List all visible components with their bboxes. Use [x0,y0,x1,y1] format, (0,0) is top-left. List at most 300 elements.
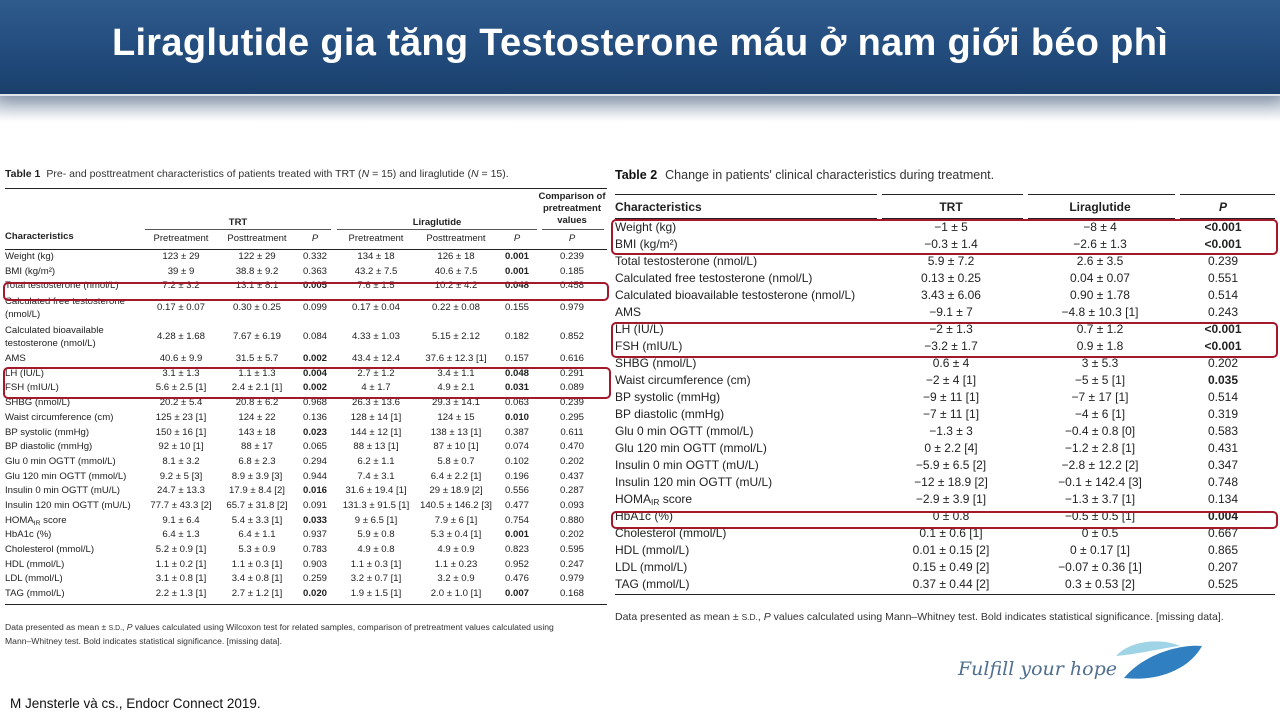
header-p: P [1218,200,1227,214]
table-1-footnote [5,621,575,647]
note-part: , [121,621,127,632]
row-label: HDL (mmol/L) [615,543,690,557]
row-label: SHBG (nmol/L) [5,397,71,409]
table-row [615,457,1275,474]
cell-trt-p: 0.002 [302,353,327,365]
cell-lir-post: 5.15 ± 2.12 [432,331,480,343]
cell-trt-pre: 9.2 ± 5 [3] [159,470,203,482]
table-row [5,470,607,485]
cell-lir-pre: 4.33 ± 1.03 [352,331,400,343]
table-row [615,270,1275,287]
cell-trt-post: 31.5 ± 5.7 [235,353,279,365]
cell-lir-post: 29 ± 18.9 [2] [429,485,483,497]
cell-lir-post: 3.2 ± 0.9 [437,573,475,585]
table-row [5,558,607,573]
table-1-body [5,250,607,602]
table-1-caption [5,168,607,188]
cell-trt-post: 20.8 ± 6.2 [235,397,279,409]
cell-comp-p: 0.185 [559,265,584,277]
cell-lir: 0 ± 0.17 [1] [1070,543,1130,557]
note-part: Data presented as mean ± [5,621,109,632]
cell-lir-p: 0.102 [504,455,529,467]
table-row [5,484,607,499]
caption-part: Pre- and posttreatment characteristics of patients treated with TRT ( [46,168,362,180]
table-row [5,572,607,587]
cell-trt: 5.9 ± 7.2 [927,254,975,268]
cell-trt-p: 0.033 [302,514,327,526]
highlight-weight-bmi [611,219,1278,255]
cell-p: 0.004 [1207,509,1239,523]
row-label: BMI (kg/m²) [5,265,56,277]
cell-lir-p: 0.031 [504,382,529,394]
row-label: Total testosterone (nmol/L) [5,280,119,292]
table-row [615,253,1275,270]
cell-lir: −4 ± 6 [1] [1074,407,1126,421]
highlight-lh-fsh [3,367,611,399]
cell-lir-p: 0.387 [504,426,529,438]
note-part: values calculated using Wilcoxon test for related samples, comparison of pretreatment values calculated using Mann–Whitney test. Bold indicates statistical significance. [missing data]. [5,621,554,646]
cell-lir: 0.04 ± 0.07 [1070,271,1130,285]
row-label: AMS [615,305,642,319]
cell-lir: 0.90 ± 1.78 [1070,288,1130,302]
cell-lir: −8 ± 4 [1083,220,1117,234]
cell-lir-pre: 4.9 ± 0.8 [357,544,395,555]
table-1-label: Table 1 [5,168,41,180]
header-trt-p: P [311,233,319,244]
cell-trt-p: 0.259 [302,573,327,585]
cell-trt-post: 8.9 ± 3.9 [3] [231,470,283,482]
row-label: FSH (mIU/L) [615,339,683,353]
table-1 [5,168,607,647]
cell-trt-post: 88 ± 17 [241,441,273,453]
cell-trt-post: 17.9 ± 8.4 [2] [229,485,285,497]
table-row [615,423,1275,440]
slide-title: Liraglutide gia tăng Testosterone máu ở nam giới béo phì [111,22,1169,64]
cell-lir-p: 0.155 [504,302,529,314]
cell-trt-post: 5.4 ± 3.3 [1] [231,514,283,526]
cell-lir-p: 0.010 [504,411,529,423]
table-2-caption-text: Change in patients' clinical characteristics during treatment. [665,168,995,182]
row-label: BP diastolic (mmHg) [615,407,725,421]
table-row [615,304,1275,321]
logo-text: Fulfill your hope [958,658,1117,680]
row-label: Calculated free testosterone (nmol/L) [5,296,125,321]
cell-trt-p: 0.136 [302,411,327,423]
cell-trt: 0 ± 2.2 [4] [924,441,978,455]
table-row [615,576,1275,593]
cell-trt-p: 0.016 [302,485,327,497]
cell-lir-pre: 43.2 ± 7.5 [354,265,398,277]
row-label: Weight (kg) [5,251,54,262]
row-label: Glu 0 min OGTT (mmol/L) [5,455,116,467]
cell-lir-p: 0.754 [504,514,529,526]
cell-trt-post: 3.4 ± 0.8 [1] [231,573,283,585]
cell-lir-post: 124 ± 15 [437,411,475,423]
table-2-footnote [615,611,1275,623]
cell-lir-p: 0.556 [504,485,529,497]
cell-lir-pre: 7.4 ± 3.1 [357,470,395,482]
row-label: LDL (mmol/L) [5,573,63,585]
cell-trt-post: 1.1 ± 0.3 [1] [231,558,283,570]
cell-lir-post: 140.5 ± 146.2 [3] [420,499,492,511]
row-label: LDL (mmol/L) [615,560,688,574]
cell-lir-pre: 88 ± 13 [1] [353,441,399,453]
table-rule [5,604,607,605]
logo-leaf-icon [1110,638,1206,684]
cell-trt-p: 0.332 [302,251,327,262]
table-row [5,352,607,367]
cell-trt-pre: 3.1 ± 1.3 [162,367,200,379]
cell-comp-p: 0.287 [559,485,584,497]
cell-lir-p: 0.157 [504,353,529,365]
cell-lir-pre: 31.6 ± 19.4 [1] [345,485,407,497]
cell-p: 0.583 [1207,424,1239,438]
table-row [5,265,607,280]
cell-trt-post: 13.1 ± 8.1 [235,280,279,292]
row-label: Cholesterol (mmol/L) [615,526,727,540]
cell-trt-post: 124 ± 22 [238,411,276,423]
cell-lir-p: 0.074 [504,441,529,453]
row-label: Calculated bioavailable testosterone (nmol/L) [5,325,104,350]
cell-trt-p: 0.023 [302,426,327,438]
cell-trt-p: 0.363 [302,265,327,277]
cell-trt-p: 0.968 [302,397,327,409]
cell-trt-p: 0.084 [302,331,327,343]
cell-lir-pre: 1.1 ± 0.3 [1] [350,558,402,570]
row-label: SHBG (nmol/L) [615,356,697,370]
table-row [615,440,1275,457]
cell-lir: −0.4 ± 0.8 [0] [1064,424,1136,438]
cell-trt-pre: 4.28 ± 1.68 [157,331,205,343]
cell-trt: −5.9 ± 6.5 [2] [915,458,987,472]
header-trt-post: Posttreatment [227,233,287,244]
row-label: Glu 120 min OGTT (mmol/L) [615,441,767,455]
cell-trt-post: 1.1 ± 1.3 [238,367,276,379]
cell-comp-p: 0.202 [559,529,584,541]
cell-trt: −3.2 ± 1.7 [924,339,978,353]
cell-comp-p: 0.979 [559,302,584,314]
header-liraglutide-rule [337,229,537,230]
cell-lir-post: 10.2 ± 4.2 [434,280,478,292]
header-characteristics: Characteristics [5,231,74,242]
cell-lir: −4.8 ± 10.3 [1] [1061,305,1139,319]
cell-trt-pre: 125 ± 23 [1] [155,411,207,423]
header-liraglutide: Liraglutide [1069,200,1131,214]
cell-lir: 0.3 ± 0.53 [2] [1065,577,1135,591]
cell-trt-pre: 150 ± 16 [1] [155,426,207,438]
row-label [615,492,692,507]
row-label: Calculated bioavailable testosterone (nmol/L) [615,288,856,302]
cell-trt-pre: 77.7 ± 43.3 [2] [150,499,212,511]
cell-trt-p: 0.903 [302,558,327,570]
cell-lir-post: 40.6 ± 7.5 [434,265,478,277]
row-label: BMI (kg/m²) [615,237,678,251]
cell-lir-p: 0.048 [504,367,529,379]
cell-trt: 3.43 ± 6.06 [921,288,981,302]
cell-trt-p: 0.091 [302,499,327,511]
row-label: LH (IU/L) [5,367,44,379]
cell-lir-p: 0.476 [504,573,529,585]
cell-trt-p: 0.002 [302,382,327,394]
cell-comp-p: 0.239 [559,251,584,262]
cell-lir-pre: 3.2 ± 0.7 [1] [350,573,402,585]
cell-p: 0.347 [1207,458,1239,472]
label-main: HOMA [5,514,34,526]
cell-trt-post: 143 ± 18 [238,426,276,438]
row-label: Waist circumference (cm) [5,411,114,423]
header-liraglutide: Liraglutide [412,217,462,228]
cell-lir-post: 4.9 ± 2.1 [437,382,475,394]
cell-trt-pre: 20.2 ± 5.4 [159,397,203,409]
cell-trt: −12 ± 18.9 [2] [914,475,988,489]
cell-trt: −2 ± 4 [1] [925,373,977,387]
cell-trt-post: 65.7 ± 31.8 [2] [226,499,288,511]
table-2-caption [615,168,1275,194]
cell-p: 0.748 [1207,475,1239,489]
header-trt: TRT [939,200,963,214]
cell-lir-post: 29.3 ± 14.1 [432,397,480,409]
cell-lir-post: 1.1 ± 0.23 [434,558,478,570]
cell-trt-pre: 0.17 ± 0.07 [157,302,205,314]
column-gap [1023,193,1028,219]
cell-trt-pre: 7.2 ± 3.2 [162,280,200,292]
cell-lir-p: 0.477 [504,499,529,511]
banner-shadow [0,96,1280,122]
column-gap [877,193,882,219]
cell-trt-post: 38.8 ± 9.2 [235,265,279,277]
cell-lir: −0.1 ± 142.4 [3] [1058,475,1142,489]
cell-trt: 0 ± 0.8 [932,509,970,523]
header-characteristics: Characteristics [615,200,702,214]
cell-comp-p: 0.093 [559,499,584,511]
cell-lir-pre: 7.6 ± 1.5 [357,280,395,292]
cell-lir-p: 0.063 [504,397,529,409]
cell-p: <0.001 [1204,220,1242,234]
cell-lir-post: 87 ± 10 [1] [433,441,479,453]
cell-trt-pre: 24.7 ± 13.3 [157,485,205,497]
cell-lir: −7 ± 17 [1] [1071,390,1129,404]
cell-lir-pre: 134 ± 18 [357,251,395,262]
cell-trt-post: 2.4 ± 2.1 [1] [231,382,283,394]
cell-trt-pre: 5.2 ± 0.9 [1] [155,544,207,555]
cell-lir: 0 ± 0.5 [1081,526,1119,540]
cell-p: <0.001 [1204,322,1242,336]
cell-lir-pre: 9 ± 6.5 [1] [354,514,398,526]
cell-lir-p: 0.196 [504,470,529,482]
cell-lir-p: 0.952 [504,558,529,570]
cell-lir: 3 ± 5.3 [1081,356,1119,370]
row-label: HDL (mmol/L) [5,558,65,570]
table-row [5,543,607,558]
cell-trt-post: 7.67 ± 6.19 [233,331,281,343]
cell-trt-p: 0.944 [302,470,327,482]
cell-lir-pre: 43.4 ± 12.4 [352,353,400,365]
cell-trt-post: 0.30 ± 0.25 [233,302,281,314]
cell-comp-p: 0.437 [559,470,584,482]
row-label: BP systolic (mmHg) [615,390,721,404]
row-label: Calculated free testosterone (nmol/L) [615,271,813,285]
cell-comp-p: 0.852 [559,331,584,343]
cell-trt-p: 0.004 [302,367,327,379]
cell-trt: −7 ± 11 [1] [922,407,980,421]
cell-lir-post: 6.4 ± 2.2 [1] [430,470,482,482]
cell-trt-pre: 39 ± 9 [167,265,195,277]
note-part: Data presented as mean ± [615,611,742,623]
header-lir-p: P [513,233,521,244]
cell-trt-p: 0.005 [302,280,327,292]
label-rest: score [659,492,693,506]
cell-lir-pre: 128 ± 14 [1] [350,411,402,423]
cell-trt-post: 122 ± 29 [238,251,276,262]
row-label: Cholesterol (mmol/L) [5,544,95,555]
cell-trt-post: 6.4 ± 1.1 [238,529,276,541]
cell-lir-pre: 1.9 ± 1.5 [1] [350,588,402,600]
header-trt-pre: Pretreatment [153,233,209,244]
table-1-header [5,189,607,250]
cell-trt-pre: 40.6 ± 9.9 [159,353,203,365]
cell-lir: 0.9 ± 1.8 [1076,339,1124,353]
cell-p: 0.134 [1207,492,1239,506]
cell-lir-p: 0.007 [504,588,529,600]
table-row [615,287,1275,304]
row-label: AMS [5,353,26,365]
cell-trt: 0.15 ± 0.49 [2] [912,560,990,574]
cell-lir: 2.6 ± 3.5 [1076,254,1124,268]
cell-trt: 0.6 ± 4 [932,356,970,370]
cell-lir-post: 5.3 ± 0.4 [1] [430,529,482,541]
cell-lir-p: 0.182 [504,331,529,343]
cell-trt: −2.9 ± 3.9 [1] [915,492,987,506]
cell-lir: −0.5 ± 0.5 [1] [1064,509,1136,523]
row-label: Glu 0 min OGTT (mmol/L) [615,424,754,438]
caption-part: = 15). [478,168,509,180]
row-label: Insulin 0 min OGTT (mU/L) [5,485,120,497]
cell-trt-pre: 3.1 ± 0.8 [1] [155,573,207,585]
cell-lir-post: 2.0 ± 1.0 [1] [430,588,482,600]
table-row [615,474,1275,491]
cell-lir-p: 0.823 [504,544,529,555]
table-row [5,250,607,265]
header-lir-post: Posttreatment [426,233,486,244]
highlight-total-testosterone [3,282,609,301]
cell-p: 0.035 [1207,373,1239,387]
row-label: LH (IU/L) [615,322,664,336]
cell-trt: −0.3 ± 1.4 [924,237,978,251]
cell-trt-post: 6.8 ± 2.3 [238,455,276,467]
cell-comp-p: 0.611 [560,426,584,438]
cell-comp-p: 0.089 [559,382,584,394]
cell-lir-post: 37.6 ± 12.3 [1] [425,353,487,365]
cell-p: 0.202 [1207,356,1239,370]
cell-lir: −1.2 ± 2.8 [1] [1064,441,1136,455]
column-gap [1175,193,1180,219]
cell-comp-p: 0.979 [559,573,584,585]
cell-lir: −2.6 ± 1.3 [1073,237,1127,251]
table-row [615,406,1275,423]
cell-trt: −9 ± 11 [1] [922,390,980,404]
cell-p: 0.551 [1207,271,1239,285]
cell-trt: 0.13 ± 0.25 [921,271,981,285]
cell-p: <0.001 [1204,339,1242,353]
cell-comp-p: 0.239 [559,397,584,409]
table-row [615,559,1275,576]
table-row [615,389,1275,406]
note-sd: S.D. [741,612,758,622]
note-p: P [763,611,771,623]
cell-comp-p: 0.295 [559,411,584,423]
cell-trt: −9.1 ± 7 [929,305,973,319]
cell-lir-pre: 26.3 ± 13.6 [352,397,400,409]
header-comparison: Comparison of pretreatment values [538,191,606,226]
cell-lir-p: 0.001 [504,251,529,262]
cell-lir-post: 138 ± 13 [1] [430,426,482,438]
cell-lir-post: 5.8 ± 0.7 [437,455,475,467]
cell-comp-p: 0.168 [559,588,584,600]
header-trt-rule [145,229,331,230]
cell-lir-post: 3.4 ± 1.1 [437,367,475,379]
cell-comp-p: 0.616 [559,353,584,365]
table-row [5,514,607,529]
caption-part: = 15) and liraglutide ( [369,168,472,180]
cell-p: 0.243 [1207,305,1239,319]
label-main: HOMA [615,492,651,506]
table-row [5,528,607,543]
cell-comp-p: 0.458 [559,280,584,292]
cell-comp-p: 0.880 [559,514,584,526]
cell-trt: −1 ± 5 [934,220,968,234]
cell-p: 0.514 [1207,390,1239,404]
cell-lir-post: 0.22 ± 0.08 [432,302,480,314]
table-2-label: Table 2 [615,168,658,182]
table-row [5,426,607,441]
cell-trt-post: 2.7 ± 1.2 [1] [231,588,283,600]
highlight-hba1c [611,511,1278,529]
header-comp-p: P [568,233,576,244]
cell-lir: −1.3 ± 3.7 [1] [1064,492,1136,506]
cell-lir: −5 ± 5 [1] [1074,373,1126,387]
cell-comp-p: 0.470 [559,441,584,453]
cell-p: 0.525 [1207,577,1239,591]
row-label: HbA1c (%) [615,509,674,523]
row-label: Waist circumference (cm) [615,373,751,387]
cell-trt: 0.37 ± 0.44 [2] [912,577,990,591]
table-2-body [615,219,1275,593]
cell-trt-pre: 6.4 ± 1.3 [162,529,200,541]
header-trt: TRT [228,217,248,228]
cell-trt-pre: 8.1 ± 3.2 [162,455,200,467]
cell-trt-pre: 1.1 ± 0.2 [1] [155,558,207,570]
cell-trt-p: 0.020 [302,588,327,600]
cell-lir-pre: 0.17 ± 0.04 [352,302,400,314]
row-label: BP systolic (mmHg) [5,426,90,438]
cell-comp-p: 0.595 [559,544,584,555]
note-sd: S.D. [108,624,122,632]
cell-p: 0.319 [1207,407,1239,421]
row-label: HbA1c (%) [5,529,52,541]
cell-lir-p: 0.048 [504,280,529,292]
row-label: Weight (kg) [615,220,677,234]
table-row [615,491,1275,508]
cell-lir-post: 126 ± 18 [437,251,475,262]
row-label: TAG (mmol/L) [615,577,690,591]
table-row [5,440,607,455]
cell-trt: 0.1 ± 0.6 [1] [919,526,983,540]
cell-lir-pre: 131.3 ± 91.5 [1] [342,499,410,511]
cell-lir-post: 7.9 ± 6 [1] [434,514,478,526]
cell-lir-post: 4.9 ± 0.9 [437,544,475,555]
label-rest: score [40,514,67,526]
cell-p: 0.431 [1207,441,1239,455]
